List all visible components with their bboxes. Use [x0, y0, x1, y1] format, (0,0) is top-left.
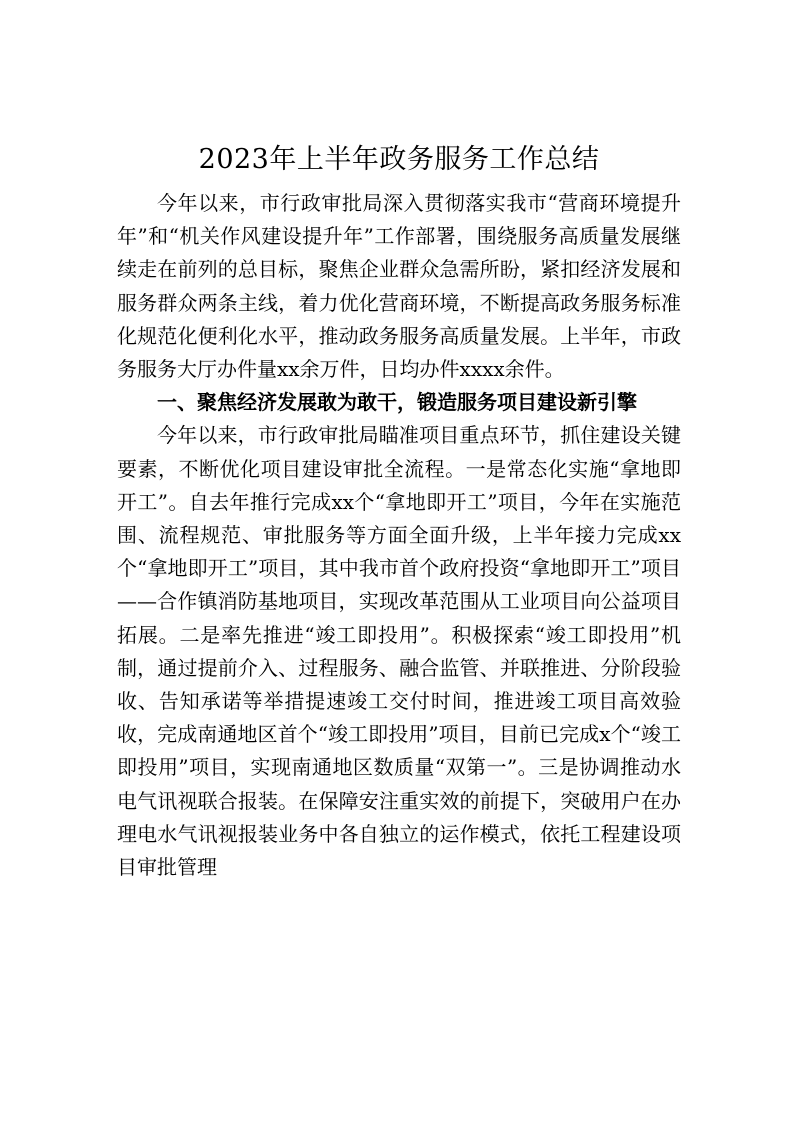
- document-body: [117, 140, 681, 884]
- section-1-paragraph: 今年以来，市行政审批局瞄准项目重点环节，抓住建设关键要素，不断优化项目建设审批全流程。一是常态化实施“拿地即开工”。自去年推行完成xx个“拿地即开工”项目，今年在实施范围、流程规范、审批服务等方面全面升级，上半年接力完成xx个“拿地即开工”项目，其中我市首个政府投资“拿地即开工”项目——合作镇消防基地项目，实现改革范围从工业项目向公益项目拓展。二是率先推进“竣工即投用”。积极探索“竣工即投用”机制，通过提前介入、过程服务、融合监管、并联推进、分阶段验收、告知承诺等举措提速竣工交付时间，推进竣工项目高效验收，完成南通地区首个“竣工即投用”项目，目前已完成x个“竣工即投用”项目，实现南通地区数质量“双第一”。三是协调推动水电气讯视联合报装。在保障安注重实效的前提下，突破用户在办理电水气讯视报装业务中各自独立的运作模式，依托工程建设项目审批管理: [117, 423, 681, 880]
- section-heading-1: 一、聚焦经济发展敢为敢干，锻造服务项目建设新引擎: [157, 390, 637, 415]
- document-title: 2023年上半年政务服务工作总结: [198, 144, 600, 175]
- intro-paragraph: 今年以来，市行政审批局深入贯彻落实我市“营商环境提升年”和“机关作风建设提升年”工作部署，围绕服务高质量发展继续走在前列的总目标，聚焦企业群众急需所盼，紧扣经济发展和服务群众两条主线，着力优化营商环境，不断提高政务服务标准化规范化便利化水平，推动政务服务高质量发展。上半年，市政务服务大厅办件量xx余万件，日均办件xxxx余件。: [117, 191, 681, 382]
